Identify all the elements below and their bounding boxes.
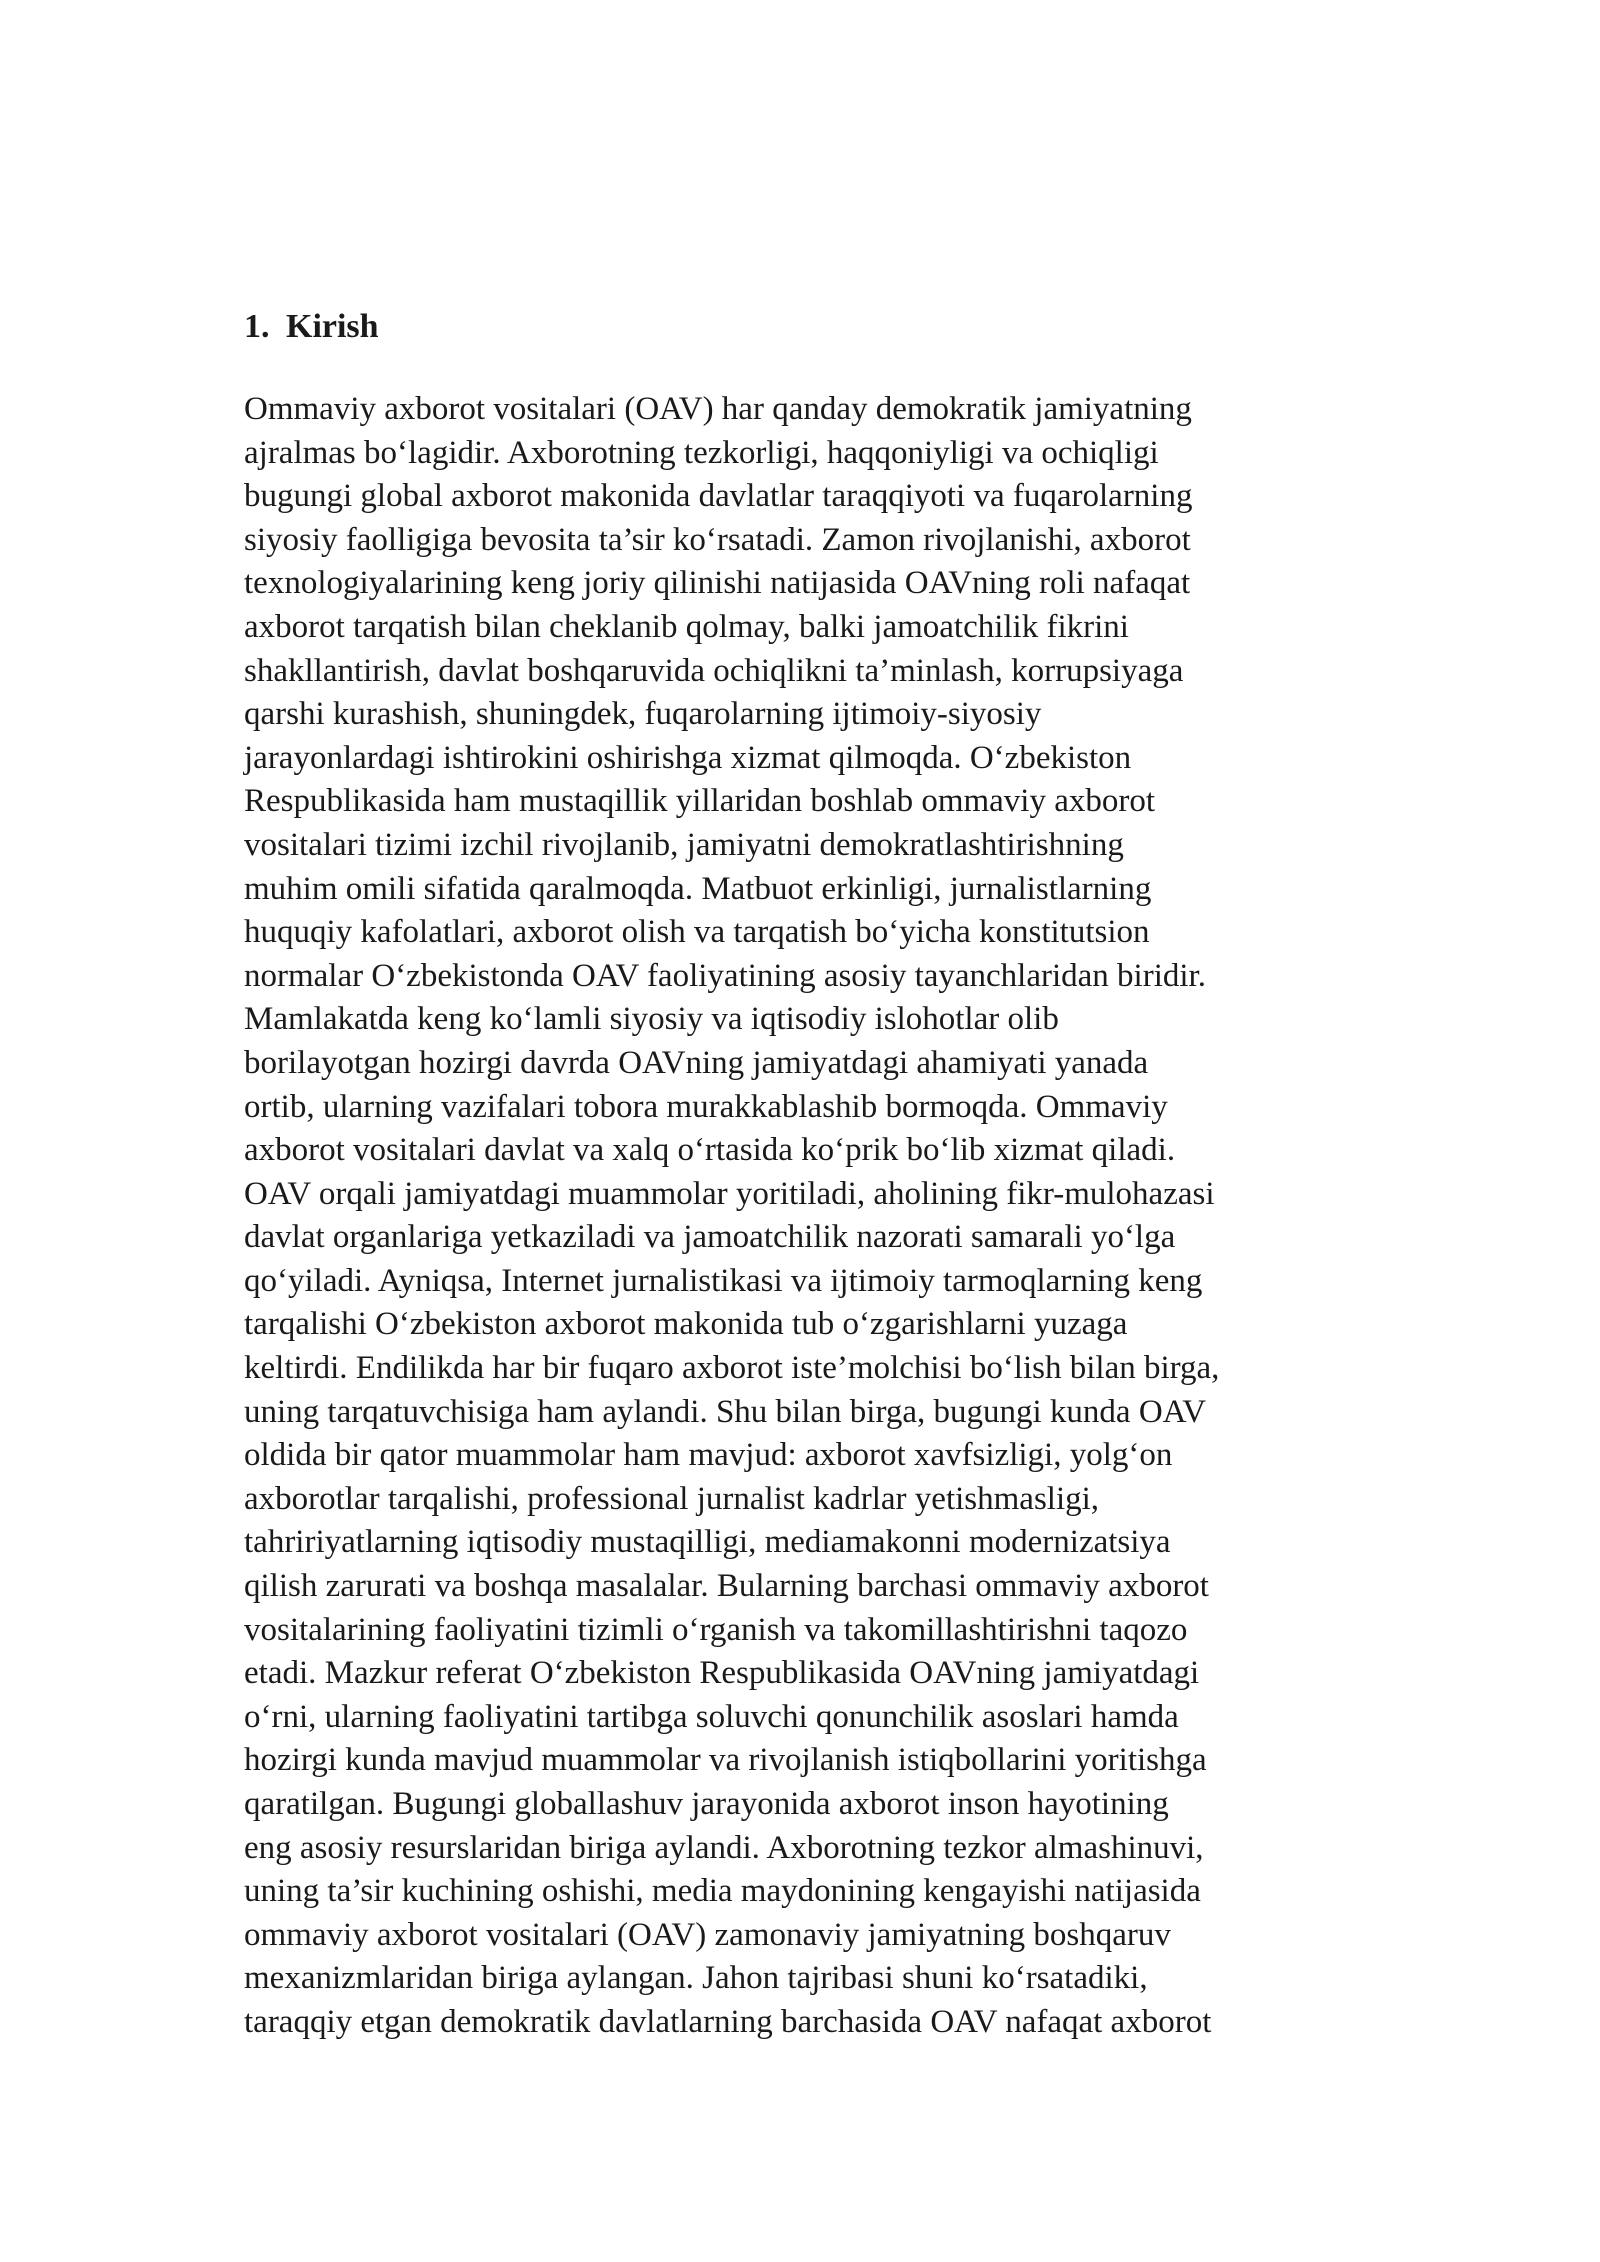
- paragraph-line: vositalarining faoliyatini tizimli o‘rganish va takomillashtirishni taqozo: [244, 1611, 1188, 1648]
- paragraph-line: axborotlar tarqalishi, professional jurnalist kadrlar yetishmasligi,: [244, 1480, 1100, 1517]
- paragraph-line: qarshi kurashish, shuningdek, fuqarolarning ijtimoiy-siyosiy: [244, 696, 1042, 733]
- paragraph-line: jarayonlardagi ishtirokini oshirishga xizmat qilmoqda. O‘zbekiston: [244, 739, 1132, 776]
- paragraph-line: ajralmas bo‘lagidir. Axborotning tezkorligi, haqqoniyligi va ochiqligi: [244, 434, 1159, 471]
- paragraph-line: mexanizmlaridan biriga aylangan. Jahon tajribasi shuni ko‘rsatadiki,: [244, 1960, 1148, 1997]
- paragraph-line: qo‘yiladi. Ayniqsa, Internet jurnalistikasi va ijtimoiy tarmoqlarning keng: [244, 1262, 1203, 1299]
- paragraph-line: o‘rni, ularning faoliyatini tartibga soluvchi qonunchilik asoslari hamda: [244, 1698, 1179, 1735]
- paragraph-line: hozirgi kunda mavjud muammolar va rivojlanish istiqbollarini yoritishga: [244, 1742, 1207, 1779]
- paragraph-line: vositalari tizimi izchil rivojlanib, jamiyatni demokratlashtirishning: [244, 826, 1124, 863]
- section-heading: [244, 306, 1384, 348]
- paragraph-line: tahririyatlarning iqtisodiy mustaqilligi, mediamakonni modernizatsiya: [244, 1524, 1171, 1561]
- paragraph-line: keltirdi. Endilikda har bir fuqaro axborot iste’molchisi bo‘lish bilan birga,: [244, 1350, 1220, 1387]
- body-paragraph: [244, 388, 1384, 2045]
- paragraph-line: etadi. Mazkur referat O‘zbekiston Respublikasida OAVning jamiyatdagi: [244, 1655, 1200, 1692]
- paragraph-line: siyosiy faolligiga bevosita ta’sir ko‘rsatadi. Zamon rivojlanishi, axborot: [244, 521, 1191, 558]
- paragraph-line: uning ta’sir kuchining oshishi, media maydonining kengayishi natijasida: [244, 1873, 1201, 1910]
- paragraph-line: axborot vositalari davlat va xalq o‘rtasida ko‘prik bo‘lib xizmat qiladi.: [244, 1132, 1176, 1169]
- paragraph-line: Respublikasida ham mustaqillik yillaridan boshlab ommaviy axborot: [244, 783, 1156, 820]
- paragraph-line: shakllantirish, davlat boshqaruvida ochiqlikni ta’minlash, korrupsiyaga: [244, 652, 1184, 689]
- paragraph-line: normalar O‘zbekistonda OAV faoliyatining asosiy tayanchlaridan biridir.: [244, 957, 1206, 994]
- section-title: Kirish: [286, 308, 379, 345]
- paragraph-line: tarqalishi O‘zbekiston axborot makonida tub o‘zgarishlarni yuzaga: [244, 1306, 1128, 1343]
- paragraph-line: Mamlakatda keng ko‘lamli siyosiy va iqtisodiy islohotlar olib: [244, 1001, 1059, 1038]
- paragraph-line: muhim omili sifatida qaralmoqda. Matbuot erkinligi, jurnalistlarning: [244, 870, 1152, 907]
- page-content: [244, 306, 1384, 2045]
- paragraph-line: borilayotgan hozirgi davrda OAVning jamiyatdagi ahamiyati yanada: [244, 1044, 1149, 1081]
- paragraph-line: bugungi global axborot makonida davlatlar taraqqiyoti va fuqarolarning: [244, 478, 1193, 515]
- paragraph-line: ommaviy axborot vositalari (OAV) zamonaviy jamiyatning boshqaruv: [244, 1916, 1171, 1953]
- paragraph-line: huquqiy kafolatlari, axborot olish va tarqatish bo‘yicha konstitutsion: [244, 914, 1150, 951]
- paragraph-line: oldida bir qator muammolar ham mavjud: axborot xavfsizligi, yolg‘on: [244, 1437, 1173, 1474]
- paragraph-line: axborot tarqatish bilan cheklanib qolmay, balki jamoatchilik fikrini: [244, 608, 1129, 645]
- paragraph-line: texnologiyalarining keng joriy qilinishi natijasida OAVning roli nafaqat: [244, 565, 1191, 602]
- paragraph-line: uning tarqatuvchisiga ham aylandi. Shu bilan birga, bugungi kunda OAV: [244, 1393, 1207, 1430]
- section-number: 1.: [244, 308, 270, 345]
- paragraph-line: ortib, ularning vazifalari tobora murakkablashib bormoqda. Ommaviy: [244, 1088, 1168, 1125]
- paragraph-line: qilish zarurati va boshqa masalalar. Bularning barchasi ommaviy axborot: [244, 1568, 1209, 1605]
- paragraph-line: davlat organlariga yetkaziladi va jamoatchilik nazorati samarali yo‘lga: [244, 1219, 1176, 1256]
- paragraph-line: Ommaviy axborot vositalari (OAV) har qanday demokratik jamiyatning: [244, 391, 1192, 427]
- paragraph-line: eng asosiy resurslaridan biriga aylandi. Axborotning tezkor almashinuvi,: [244, 1829, 1204, 1866]
- paragraph-line: qaratilgan. Bugungi globallashuv jarayonida axborot inson hayotining: [244, 1786, 1169, 1822]
- paragraph-line: OAV orqali jamiyatdagi muammolar yoritiladi, aholining fikr-mulohazasi: [244, 1175, 1215, 1212]
- paragraph-line: taraqqiy etgan demokratik davlatlarning barchasida OAV nafaqat axborot: [244, 2003, 1212, 2040]
